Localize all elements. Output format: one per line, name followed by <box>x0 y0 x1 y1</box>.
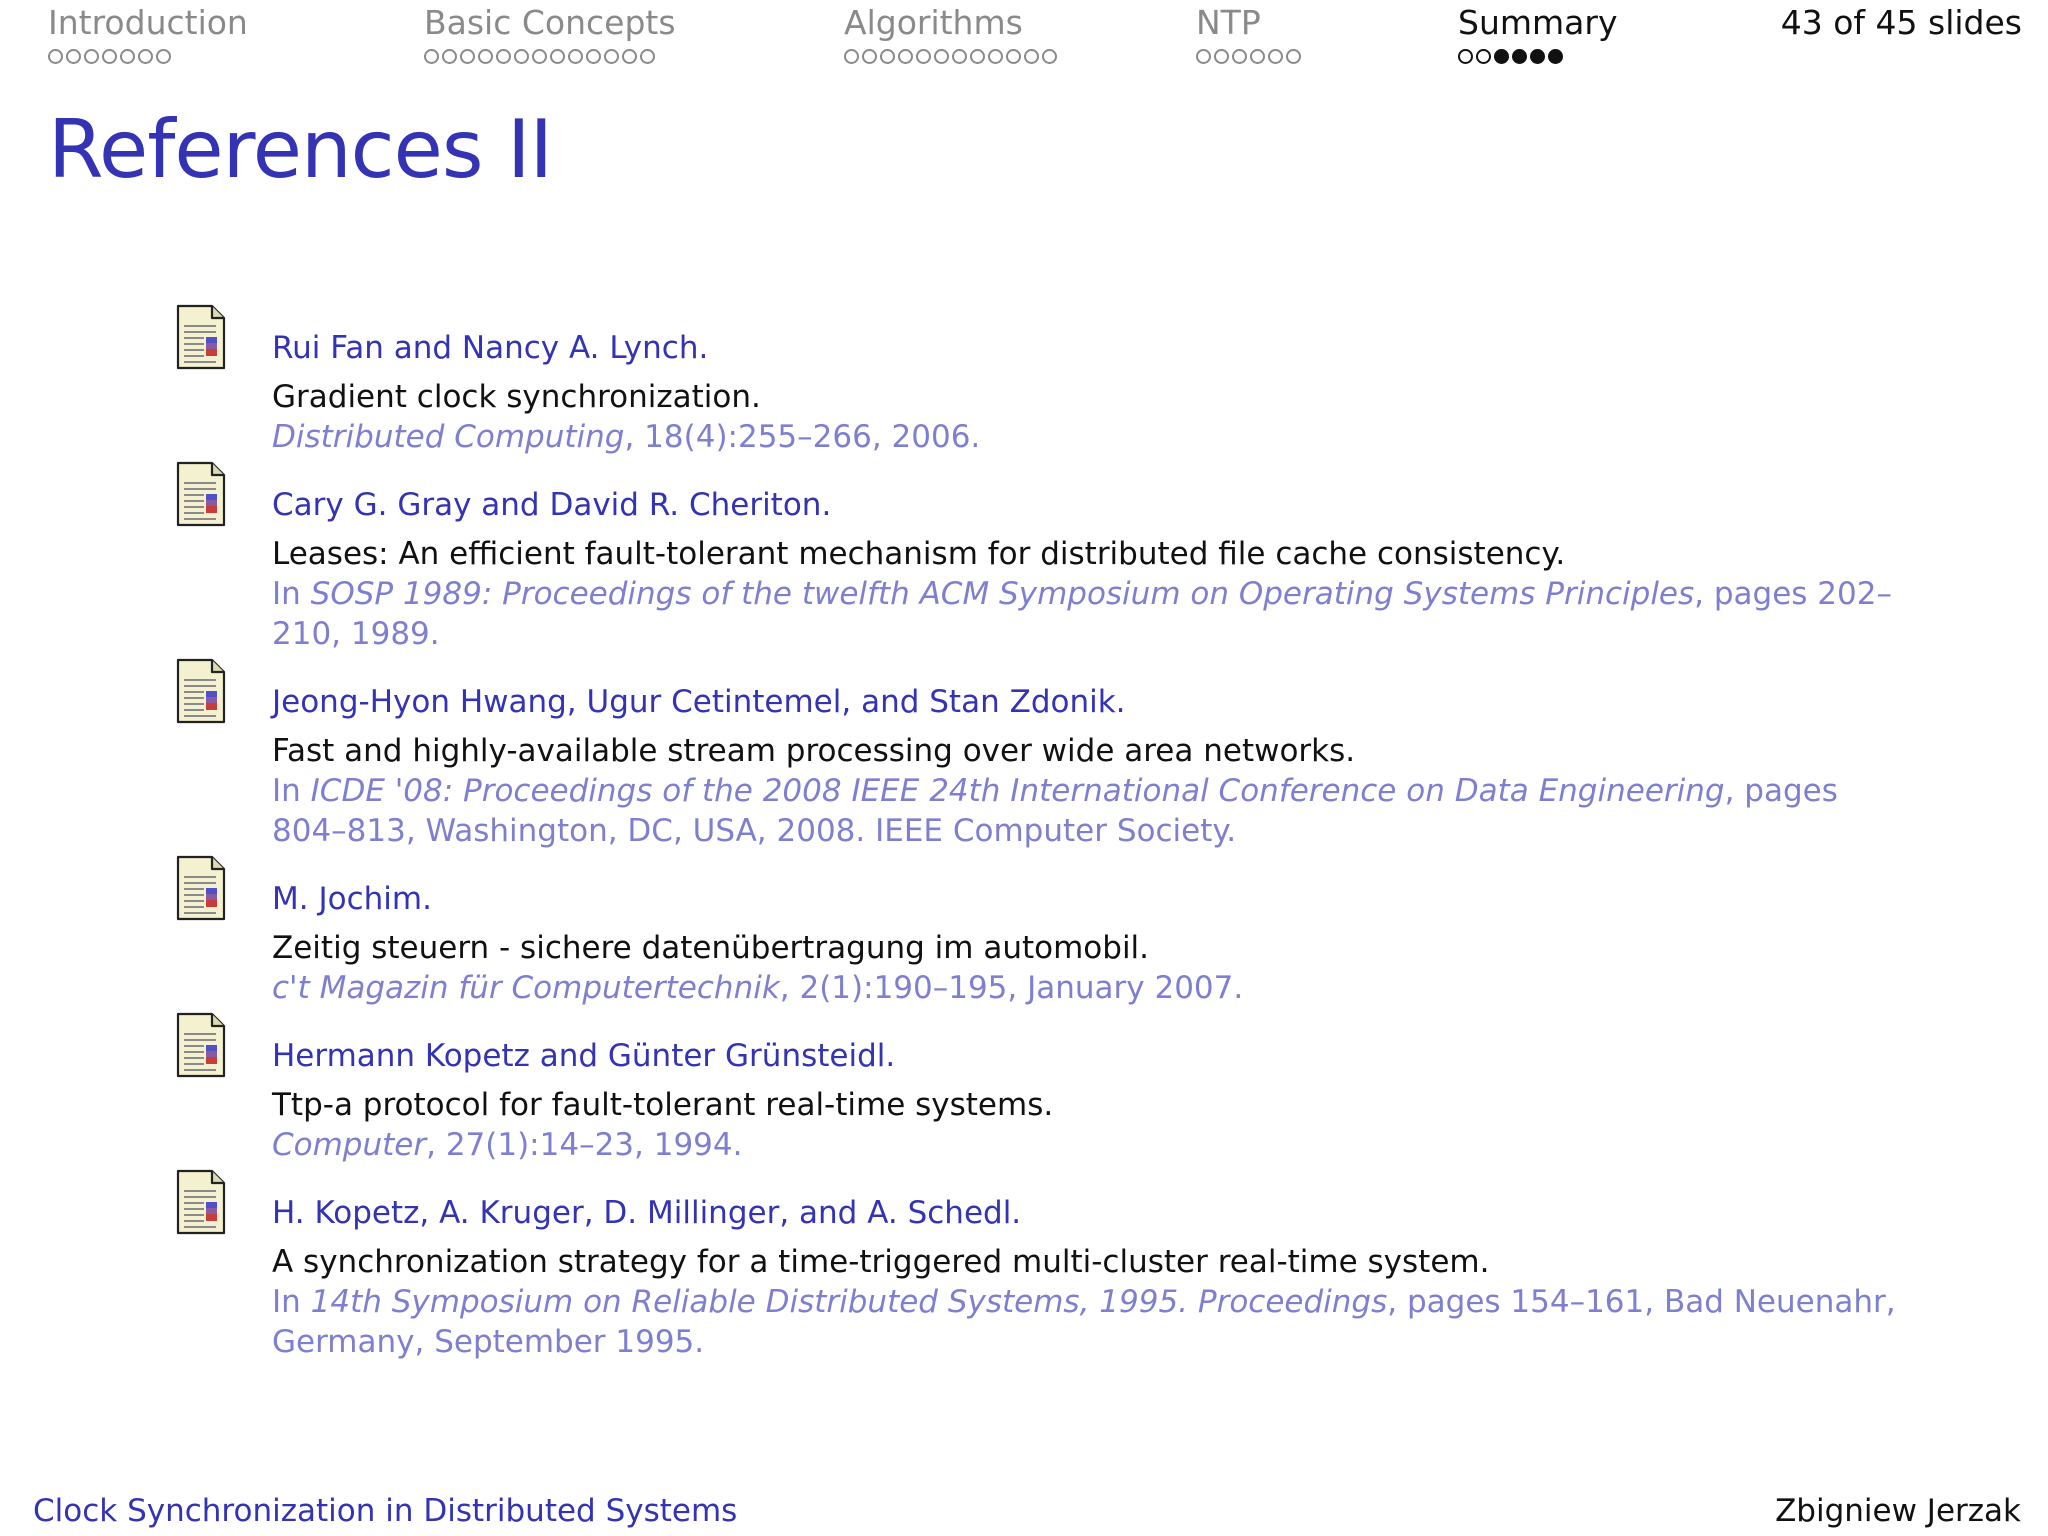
slide-dot[interactable] <box>988 49 1003 64</box>
slide-dot[interactable] <box>138 49 153 64</box>
reference-item <box>174 851 1874 1008</box>
reference-item <box>174 1165 1896 1362</box>
slide-dot[interactable] <box>1494 49 1509 64</box>
venue-italic: Computer <box>272 1127 427 1163</box>
venue-italic: ICDE '08: Proceedings of the 2008 IEEE 24th International Conference on Data Engineering <box>310 773 1725 809</box>
reference-item <box>174 300 1874 457</box>
reference-title: A synchronization strategy for a time-triggered multi-cluster real-time system. <box>272 1244 1490 1280</box>
slide-dot[interactable] <box>862 49 877 64</box>
reference-title: Fast and highly-available stream processing over wide area networks. <box>272 733 1356 769</box>
slide-dot[interactable] <box>952 49 967 64</box>
nav-section-dots[interactable] <box>844 49 1057 64</box>
reference-venue <box>272 771 1912 851</box>
venue-details: , pages 154–161, Bad Neuenahr, Germany, September 1995. <box>272 1284 1896 1360</box>
slide-dot[interactable] <box>66 49 81 64</box>
reference-list <box>174 300 1896 1362</box>
slide-dot[interactable] <box>640 49 655 64</box>
slide-dot[interactable] <box>156 49 171 64</box>
nav-section-label: NTP <box>1196 3 1261 42</box>
venue-details: , 27(1):14–23, 1994. <box>426 1127 743 1163</box>
slide-dot[interactable] <box>1268 49 1283 64</box>
slide-dot[interactable] <box>1042 49 1057 64</box>
venue-italic: SOSP 1989: Proceedings of the twelfth ACM Symposium on Operating Systems Principles <box>310 576 1695 612</box>
slide-dot[interactable] <box>442 49 457 64</box>
article-document-icon <box>176 461 226 527</box>
venue-prefix: In <box>272 773 311 809</box>
slide-dot[interactable] <box>532 49 547 64</box>
nav-section-label: Summary <box>1458 3 1618 42</box>
reference-venue <box>272 968 1874 1008</box>
slide-dot[interactable] <box>102 49 117 64</box>
reference-authors: Hermann Kopetz and Günter Grünsteidl. <box>272 1038 896 1074</box>
reference-title: Gradient clock synchronization. <box>272 379 761 415</box>
nav-section-dots[interactable] <box>424 49 676 64</box>
venue-prefix: In <box>272 576 311 612</box>
slide-dot[interactable] <box>934 49 949 64</box>
reference-venue <box>272 417 1874 457</box>
slide-dot[interactable] <box>1024 49 1039 64</box>
slide-dot[interactable] <box>1196 49 1211 64</box>
slide-dot[interactable] <box>84 49 99 64</box>
nav-section-algorithms[interactable] <box>844 3 1057 64</box>
slide-dot[interactable] <box>1458 49 1473 64</box>
slide-dot[interactable] <box>550 49 565 64</box>
reference-venue <box>272 1282 1912 1362</box>
venue-prefix: In <box>272 1284 311 1320</box>
nav-section-label: Introduction <box>48 3 248 42</box>
article-document-icon <box>176 1169 226 1235</box>
reference-venue <box>272 1125 1874 1165</box>
slide-dot[interactable] <box>586 49 601 64</box>
article-document-icon <box>176 1012 226 1078</box>
slide-dot[interactable] <box>844 49 859 64</box>
article-document-icon <box>176 658 226 724</box>
reference-item <box>174 654 1874 851</box>
nav-section-basic-concepts[interactable] <box>424 3 676 64</box>
slide-dot[interactable] <box>880 49 895 64</box>
footer-talk-title[interactable]: Clock Synchronization in Distributed Systems <box>33 1493 738 1529</box>
slide-dot[interactable] <box>424 49 439 64</box>
nav-section-label: Algorithms <box>844 3 1023 42</box>
reference-authors: Cary G. Gray and David R. Cheriton. <box>272 487 832 523</box>
reference-item <box>174 1008 1874 1165</box>
venue-italic: c't Magazin für Computertechnik <box>272 970 780 1006</box>
slide-dot[interactable] <box>496 49 511 64</box>
slide-dot[interactable] <box>1006 49 1021 64</box>
reference-title: Ttp-a protocol for fault-tolerant real-time systems. <box>272 1087 1054 1123</box>
article-document-icon <box>176 304 226 370</box>
slide-dot[interactable] <box>568 49 583 64</box>
venue-details: , pages 804–813, Washington, DC, USA, 2008. IEEE Computer Society. <box>272 773 1838 849</box>
slide-dot[interactable] <box>460 49 475 64</box>
slide-dot[interactable] <box>898 49 913 64</box>
slide-dot[interactable] <box>1548 49 1563 64</box>
venue-details: , 2(1):190–195, January 2007. <box>779 970 1244 1006</box>
venue-details: , pages 202–210, 1989. <box>272 576 1892 652</box>
slide-dot[interactable] <box>1286 49 1301 64</box>
reference-title: Zeitig steuern - sichere datenübertragung im automobil. <box>272 930 1150 966</box>
nav-section-dots[interactable] <box>1196 49 1301 64</box>
article-document-icon <box>176 855 226 921</box>
venue-details: , 18(4):255–266, 2006. <box>624 419 981 455</box>
slide-dot[interactable] <box>1476 49 1491 64</box>
slide-dot[interactable] <box>604 49 619 64</box>
reference-authors: H. Kopetz, A. Kruger, D. Millinger, and A. Schedl. <box>272 1195 1022 1231</box>
reference-authors: M. Jochim. <box>272 881 432 917</box>
venue-italic: Distributed Computing <box>272 419 625 455</box>
reference-title: Leases: An efficient fault-tolerant mechanism for distributed file cache consistency. <box>272 536 1566 572</box>
reference-authors: Jeong-Hyon Hwang, Ugur Cetintemel, and Stan Zdonik. <box>272 684 1126 720</box>
slide-dot[interactable] <box>622 49 637 64</box>
reference-item <box>174 457 1892 654</box>
slide-dot[interactable] <box>970 49 985 64</box>
slide-dot[interactable] <box>514 49 529 64</box>
slide-dot[interactable] <box>1214 49 1229 64</box>
slide-counter: 43 of 45 slides <box>1780 3 2022 42</box>
footer-author: Zbigniew Jerzak <box>1775 1493 2021 1529</box>
slide-dot[interactable] <box>1250 49 1265 64</box>
slide-dot[interactable] <box>120 49 135 64</box>
slide-dot[interactable] <box>478 49 493 64</box>
slide-dot[interactable] <box>1232 49 1247 64</box>
nav-section-ntp[interactable] <box>1196 3 1301 64</box>
nav-section-dots[interactable] <box>1458 49 1617 64</box>
slide-title: References II <box>48 103 553 196</box>
reference-venue <box>272 574 1912 654</box>
nav-section-label: Basic Concepts <box>424 3 676 42</box>
slide-dot[interactable] <box>48 49 63 64</box>
slide-dot[interactable] <box>916 49 931 64</box>
nav-section-dots[interactable] <box>48 49 248 64</box>
slide-dot[interactable] <box>1530 49 1545 64</box>
slide-dot[interactable] <box>1512 49 1527 64</box>
nav-section-introduction[interactable] <box>48 3 248 64</box>
nav-section-summary[interactable] <box>1458 3 1617 64</box>
reference-authors: Rui Fan and Nancy A. Lynch. <box>272 330 709 366</box>
venue-italic: 14th Symposium on Reliable Distributed Systems, 1995. Proceedings <box>310 1284 1388 1320</box>
